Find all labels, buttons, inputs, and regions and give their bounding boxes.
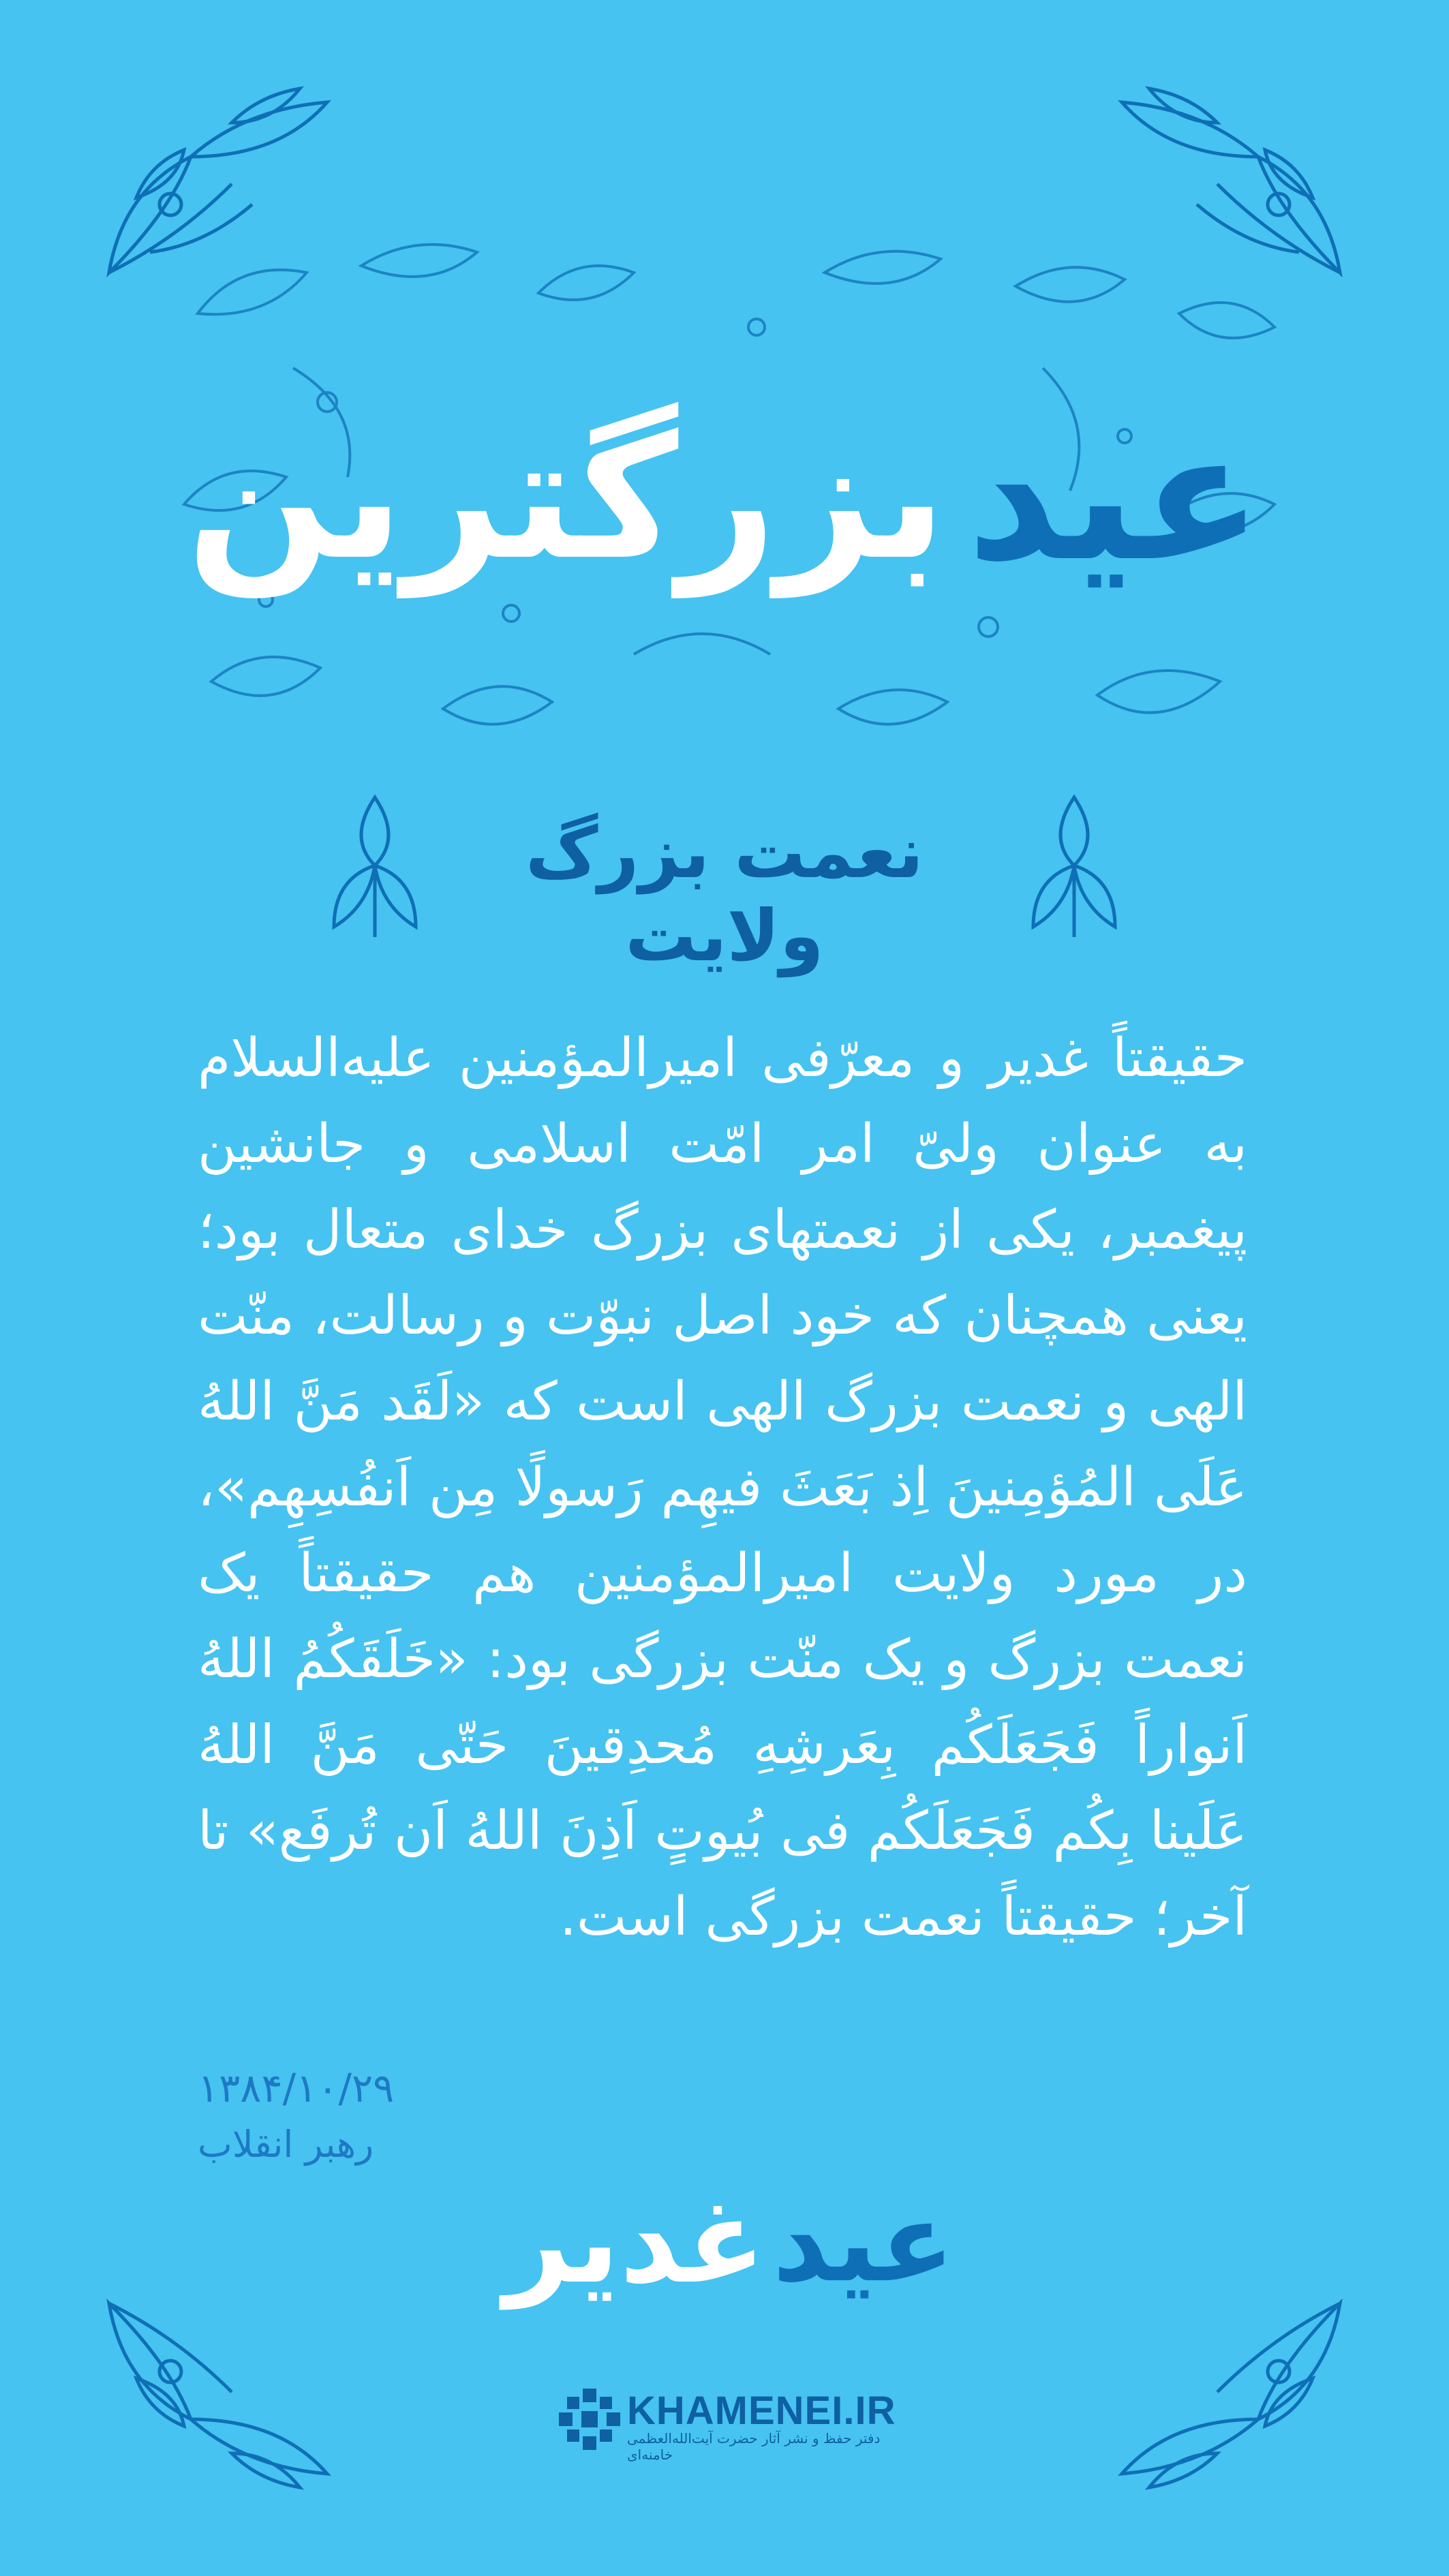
hero-calligraphy — [157, 232, 1292, 763]
eid-logo-part2: غدیر — [504, 2175, 766, 2310]
quote-text: حقیقتاً غدیر و معرّفی امیرالمؤمنین علیه‌السلام به عنوان ولیّ امر امّت اسلامی و جانشین پیغمبر، یکی از نعمتهای بزرگ خدای متعال بود؛ یعنی همچنان که خود اصل نبوّت و رسالت، منّت الهی و نعمت بزرگ الهی است که «لَقَد مَنَّ اللهُ عَلَی المُؤمِنینَ اِذ بَعَثَ فیهِم رَسولًا مِن اَنفُسِهِم»، در مورد ولایت امیرالمؤمنین هم حقیقتاً یک نعمت بزرگ و یک منّت بزرگی بود: «خَلَقَکُمُ اللهُ اَنواراً فَجَعَلَکُم بِعَرشِهِ مُحدِقینَ حَتّی مَنَّ اللهُ عَلَینا بِکُم فَجَعَلَکُم فی بُیوتٍ اَذِنَ اللهُ اَن تُرفَع» تا آخر؛ حقیقتاً نعمت بزرگی است. — [198, 1028, 1247, 1948]
side-ornament-icon — [327, 791, 423, 940]
side-ornament-icon — [1026, 791, 1122, 940]
floral-ornament-icon — [1108, 2290, 1354, 2494]
subtitle-block — [327, 784, 1122, 977]
hero-word-accent: عید — [966, 395, 1263, 600]
eid-ghadir-logo — [491, 2167, 968, 2317]
hero-word-main: بزرگترین — [186, 398, 947, 597]
quote-date: ۱۳۸۴/۱۰/۲۹ — [198, 2065, 395, 2111]
khamenei-logo-icon — [559, 2389, 620, 2450]
corner-ornament-bottom-right — [1108, 2290, 1354, 2494]
brand-name: KHAMENEI.IR — [627, 2389, 896, 2433]
brand-logo — [559, 2385, 900, 2463]
subtitle: نعمت بزرگ ولایت — [525, 811, 924, 977]
floral-ornament-icon — [95, 2290, 341, 2494]
hero-title — [157, 232, 1292, 763]
quote-author: رهبر انقلاب — [198, 2123, 374, 2166]
corner-ornament-bottom-left — [95, 2290, 341, 2494]
brand-tagline: دفتر حفظ و نشر آثار حضرت آیت‌الله‌العظمی خامنه‌ای — [627, 2430, 881, 2463]
eid-logo-part1: عید — [772, 2178, 955, 2306]
